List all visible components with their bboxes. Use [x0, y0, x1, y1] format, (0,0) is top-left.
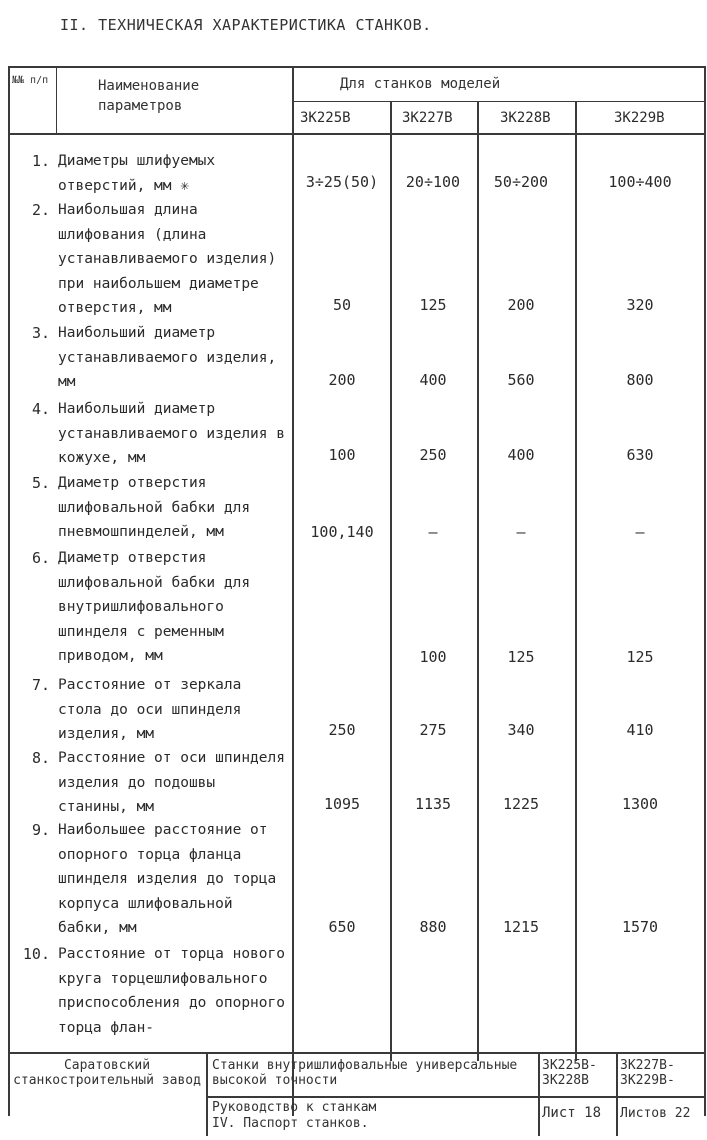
row-1-num: 1. [31, 152, 50, 170]
row-1-name: Диаметры шлифуемых отверстий, мм ✳ [58, 153, 216, 194]
table-top-border [8, 66, 705, 68]
table-right-border [704, 66, 706, 1116]
row-2-num: 2. [31, 201, 50, 219]
title-block-divider-1 [206, 1052, 208, 1136]
row-9-value-3k225v: 650 [328, 918, 356, 936]
row-10-num: 10. [22, 945, 50, 963]
row-4-value-3k227v: 250 [419, 446, 447, 464]
row-6-name: Диаметр отверстия шлифовальной бабки для внутришлифовального шпинделя с ременным приводом, мм [58, 550, 251, 664]
row-2-value-3k228v: 200 [507, 296, 535, 314]
row-6-value-3k229v: 125 [626, 648, 654, 666]
row-3-value-3k227v: 400 [419, 371, 447, 389]
title-block-top-border [8, 1052, 705, 1054]
row-8-value-3k229v: 1300 [621, 795, 659, 813]
row-9-value-3k229v: 1570 [621, 918, 659, 936]
row-4-value-3k229v: 630 [626, 446, 654, 464]
header-name: Наименование параметров [98, 78, 200, 114]
row-9-name: Наибольшее расстояние от опорного торца фланца шпинделя изделия до торца корпуса шлифовальной бабки, мм [58, 822, 277, 936]
row-1-value-3k225v: 3÷25(50) [305, 173, 379, 191]
row-3-name: Наибольший диаметр устанавливаемого изделия, мм [58, 325, 277, 390]
row-1-value-3k229v: 100÷400 [608, 173, 672, 191]
row-1-value-3k228v: 50÷200 [493, 173, 549, 191]
row-7-value-3k229v: 410 [626, 721, 654, 739]
row-8-value-3k225v: 1095 [323, 795, 361, 813]
row-9-value-3k227v: 880 [419, 918, 447, 936]
model-header-2: 3К227В [402, 110, 453, 126]
row-8-value-3k228v: 1225 [502, 795, 540, 813]
models-subheader-border [292, 101, 705, 102]
row-10-name: Расстояние от торца нового круга торцешлифовального приспособления до опорного торца флан- [58, 946, 285, 1036]
row-6-value-3k228v: 125 [507, 648, 535, 666]
row-2-value-3k229v: 320 [626, 296, 654, 314]
row-3-value-3k225v: 200 [328, 371, 356, 389]
row-7-value-3k225v: 250 [328, 721, 356, 739]
title-block-doc-line1: Станки внутришлифовальные универсальные высокой точности [212, 1058, 518, 1088]
row-7-value-3k227v: 275 [419, 721, 447, 739]
model-divider-3 [575, 101, 577, 1061]
row-6-num: 6. [31, 549, 50, 567]
title-block-divider-3 [616, 1052, 618, 1136]
num-column-divider [56, 66, 57, 134]
name-column-divider [292, 66, 294, 1116]
title-block-doc-line2: Руководство к станкам [212, 1100, 377, 1115]
row-3-value-3k229v: 800 [626, 371, 654, 389]
row-5-value-3k229v: – [635, 523, 645, 541]
row-7-value-3k228v: 340 [507, 721, 535, 739]
row-3-num: 3. [31, 324, 50, 342]
row-2-name: Наибольшая длина шлифования (длина устанавливаемого изделия) при наибольшем диаметре отверстия, мм [58, 202, 277, 316]
row-4-value-3k228v: 400 [507, 446, 535, 464]
row-5-name: Диаметр отверстия шлифовальной бабки для пневмошпинделей, мм [58, 475, 251, 540]
document-title: II. ТЕХНИЧЕСКАЯ ХАРАКТЕРИСТИКА СТАНКОВ. [60, 16, 432, 34]
row-2-value-3k227v: 125 [419, 296, 447, 314]
row-7-name: Расстояние от зеркала стола до оси шпинделя изделия, мм [58, 677, 242, 742]
row-4-name: Наибольший диаметр устанавливаемого изделия в кожухе, мм [58, 401, 285, 466]
row-5-value-3k228v: – [516, 523, 526, 541]
row-5-value-3k227v: – [428, 523, 438, 541]
row-9-value-3k228v: 1215 [502, 918, 540, 936]
row-4-num: 4. [31, 400, 50, 418]
row-2-value-3k225v: 50 [332, 296, 352, 314]
row-8-num: 8. [31, 749, 50, 767]
header-bottom-border [8, 133, 705, 135]
title-block-sheet: Лист 18 [542, 1105, 602, 1121]
title-block-sheets: Листов 22 [620, 1106, 691, 1121]
header-num: №№ п/п [12, 75, 49, 86]
title-block-divider-2 [538, 1052, 540, 1136]
model-header-1: 3К225В [300, 110, 351, 126]
model-header-4: 3К229В [614, 110, 665, 126]
row-5-value-3k225v: 100,140 [310, 523, 374, 541]
row-5-num: 5. [31, 474, 50, 492]
row-9-num: 9. [31, 821, 50, 839]
title-block-middle-border [206, 1096, 705, 1098]
row-3-value-3k228v: 560 [507, 371, 535, 389]
row-8-name: Расстояние от оси шпинделя изделия до подошвы станины, мм [58, 750, 285, 815]
header-models-group: Для станков моделей [340, 76, 501, 92]
row-4-value-3k225v: 100 [328, 446, 356, 464]
row-1-value-3k227v: 20÷100 [405, 173, 461, 191]
title-block-doc-line3: IV. Паспорт станков. [212, 1116, 369, 1131]
row-8-value-3k227v: 1135 [414, 795, 452, 813]
title-block-organization: Саратовский станкостроительный завод [13, 1058, 201, 1088]
title-block-models-b: 3К227В- 3К229В- [620, 1058, 675, 1088]
row-6-value-3k227v: 100 [419, 648, 447, 666]
row-7-num: 7. [31, 676, 50, 694]
model-header-3: 3К228В [500, 110, 551, 126]
title-block-models-a: 3К225В- 3К228В [542, 1058, 597, 1088]
